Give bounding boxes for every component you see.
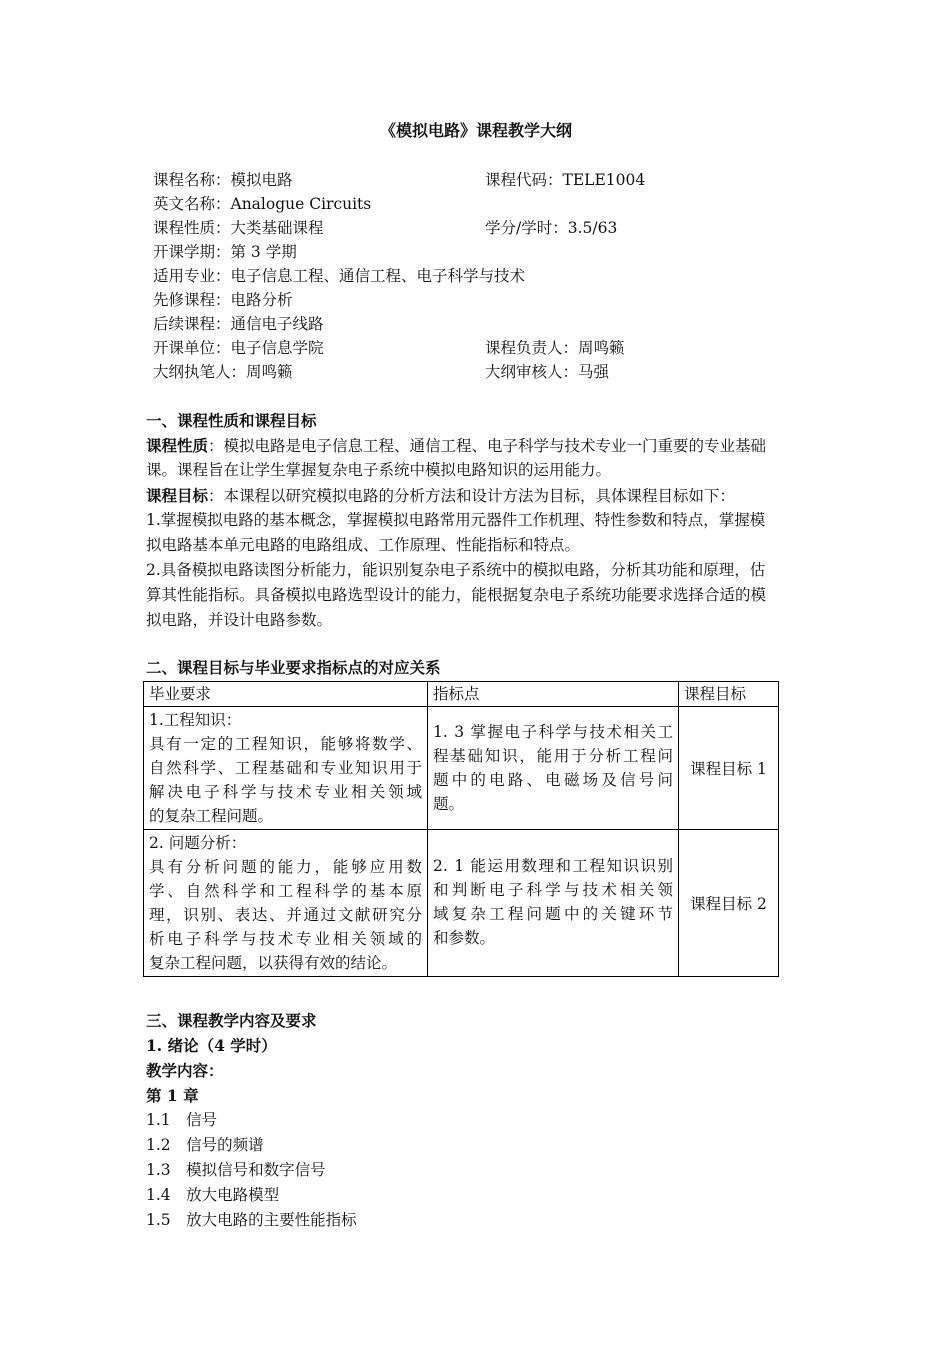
goal-paragraph <box>146 483 816 508</box>
info-left: 适用专业：电子信息工程、通信工程、电子科学与技术 <box>153 267 526 285</box>
goal-1-line: 拟电路基本单元电路的电路组成、工作原理、性能指标和特点。 <box>146 536 581 554</box>
table-cell-goal: 课程目标 1 <box>679 707 779 830</box>
list-item: 1.4 放大电路模型 <box>146 1186 280 1204</box>
info-right: 学分/学时：3.5/63 <box>485 219 618 237</box>
cell-line: 1. 3 掌握电子科学与技术相关工 <box>433 723 673 741</box>
section-heading: 一、课程性质和课程目标 <box>146 411 317 430</box>
cell-line: 和判断电子科学与技术相关领 <box>433 881 673 899</box>
info-left: 开课学期：第 3 学期 <box>153 243 297 261</box>
info-row <box>153 240 813 264</box>
list-item: 1.3 模拟信号和数字信号 <box>146 1161 326 1179</box>
goal-text: ：本课程以研究模拟电路的分析方法和设计方法为目标，具体课程目标如下： <box>208 487 736 505</box>
table-header-row <box>144 682 779 707</box>
info-row <box>153 192 813 216</box>
cell-line: 复杂工程问题，以获得有效的结论。 <box>149 954 398 972</box>
info-right: 课程代码：TELE1004 <box>485 171 646 189</box>
info-row <box>153 288 813 312</box>
info-left: 开课单位：电子信息学院 <box>153 339 324 357</box>
subsection-heading: 1. 绪论（4 学时） <box>146 1036 277 1055</box>
goal-label: 课程目标 <box>146 486 209 505</box>
cell-line: 2. 问题分析： <box>149 834 247 852</box>
cell-line: 解决电子科学与技术专业相关领域 <box>149 783 422 801</box>
nature-text: ：模拟电路是电子信息工程、通信工程、电子科学与技术专业一门重要的专业基础 <box>208 437 767 455</box>
section-heading: 二、课程目标与毕业要求指标点的对应关系 <box>146 658 441 677</box>
table-cell-indicator <box>428 707 679 830</box>
info-left: 先修课程：电路分析 <box>153 291 293 309</box>
info-left: 大纲执笔人：周鸣籁 <box>153 363 293 381</box>
cell-line: 自然科学、工程基础和专业知识用于 <box>149 759 422 777</box>
cell-line: 2. 1 能运用数理和工程知识识别 <box>433 857 673 875</box>
info-row <box>153 336 813 360</box>
cell-line: 题。 <box>433 795 465 813</box>
info-row <box>153 168 813 192</box>
cell-line: 理，识别、表达、并通过文献研究分 <box>149 906 422 924</box>
table-row <box>144 830 779 977</box>
cell-line: 析电子科学与技术专业相关领域的 <box>149 930 422 948</box>
course-info <box>153 168 813 384</box>
cell-line: 具有分析问题的能力，能够应用数 <box>149 858 422 876</box>
table-cell-goal: 课程目标 2 <box>679 830 779 977</box>
list-item: 1.5 放大电路的主要性能指标 <box>146 1211 357 1229</box>
info-row <box>153 360 813 384</box>
goal-2-line: 算其性能指标。具备模拟电路选型设计的能力，能根据复杂电子系统功能要求选择合适的模 <box>146 586 767 604</box>
cell-line: 1.工程知识： <box>149 711 242 729</box>
cell-line: 具有一定的工程知识，能够将数学、 <box>149 735 422 753</box>
nature-paragraph <box>146 433 816 458</box>
goal-2-line: 拟电路，并设计电路参数。 <box>146 611 333 629</box>
section-heading: 三、课程教学内容及要求 <box>146 1011 317 1030</box>
table-header-cell: 指标点 <box>428 682 679 707</box>
cell-line: 程基础知识，能用于分析工程问 <box>433 747 673 765</box>
info-left: 课程性质：大类基础课程 <box>153 219 324 237</box>
table-cell-requirement <box>144 830 428 977</box>
content-label: 教学内容： <box>146 1061 224 1080</box>
table-cell-indicator <box>428 830 679 977</box>
info-row <box>153 312 813 336</box>
section-nature-goals <box>146 408 816 633</box>
table-row <box>144 707 779 830</box>
document-title: 《模拟电路》课程教学大纲 <box>379 121 572 140</box>
cell-line: 域复杂工程问题中的关键环节 <box>433 905 673 923</box>
info-right: 课程负责人：周鸣籁 <box>485 339 625 357</box>
chapter-label: 第 1 章 <box>146 1086 199 1105</box>
info-row <box>153 216 813 240</box>
cell-line: 的复杂工程问题。 <box>149 807 274 825</box>
cell-line: 和参数。 <box>433 929 496 947</box>
cell-line: 题中的电路、电磁场及信号问 <box>433 771 673 789</box>
list-item: 1.1 信号 <box>146 1111 218 1129</box>
goal-2-line: 2.具备模拟电路读图分析能力，能识别复杂电子系统中的模拟电路，分析其功能和原理，估 <box>146 561 766 579</box>
info-left: 英文名称：Analogue Circuits <box>153 195 372 213</box>
section-content <box>146 1008 816 1233</box>
table-header-cell: 毕业要求 <box>144 682 428 707</box>
list-item: 1.2 信号的频谱 <box>146 1136 264 1154</box>
table-cell-requirement <box>144 707 428 830</box>
goal-1-line: 1.掌握模拟电路的基本概念，掌握模拟电路常用元器件工作机理、特性参数和特点，掌握模 <box>146 511 766 529</box>
nature-label: 课程性质 <box>146 436 209 455</box>
info-left: 后续课程：通信电子线路 <box>153 315 324 333</box>
table-header-cell: 课程目标 <box>679 682 779 707</box>
cell-line: 学、自然科学和工程科学的基本原 <box>149 882 422 900</box>
requirements-table <box>143 681 779 977</box>
info-row <box>153 264 813 288</box>
nature-text-cont: 课。课程旨在让学生掌握复杂电子系统中模拟电路知识的运用能力。 <box>146 461 612 479</box>
info-right: 大纲审核人：马强 <box>485 363 610 381</box>
info-left: 课程名称：模拟电路 <box>153 171 293 189</box>
